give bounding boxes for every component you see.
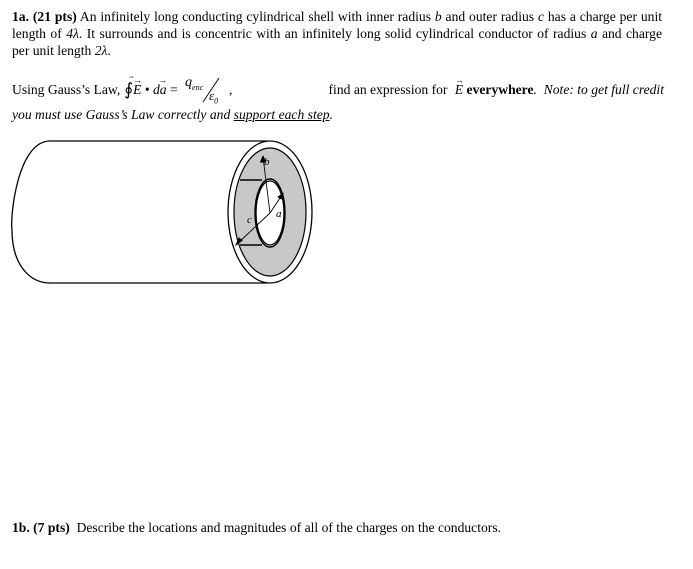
problem-1a [12,8,662,59]
support-each-step: support each step [233,107,330,122]
da-symbol: da [152,81,167,97]
text: Using Gauss’s Law, [12,81,121,97]
da-vector [152,74,167,98]
text: has a charge per unit length of [12,9,662,41]
problem-1a-label: 1a. (21 pts) [12,9,77,24]
text: Describe the locations and magnitudes of all of the charges on the conductors. [69,520,502,535]
e-vector [133,74,143,98]
epsilon-0 [209,87,218,110]
e-symbol: E [454,81,464,97]
text: . It surrounds and is concentric with an infinitely long solid cylindrical conductor of radius [78,26,591,41]
var-b: b [434,9,442,24]
note-text: . Note: to get full credit [533,81,664,97]
text: . [329,107,333,122]
label-a: a [276,208,282,220]
var-c: c [537,9,544,24]
problem-1b-label: 1b. (7 pts) [12,520,70,535]
q-symbol: q [185,75,193,90]
epsilon-subscript: 0 [214,96,219,106]
text: , [229,81,233,97]
text: and outer radius [441,9,538,24]
gauss-law-equation [124,74,227,104]
label-c: c [247,214,252,226]
cylinder-figure [0,130,330,290]
text: and charge per unit length [12,26,662,58]
label-b: b [264,156,270,168]
vector-arrow: → [454,74,464,85]
note-text: you must use Gauss’s Law correctly and [12,107,234,122]
gauss-instructions [12,74,664,123]
inner-charge: 2λ [94,43,108,58]
equals-sign: = [166,81,182,97]
dot-operator: • [141,81,153,97]
gauss-line [12,74,664,104]
note-line-2 [12,106,664,123]
shell-charge: 4λ [66,26,79,41]
problem-1b [12,519,662,536]
fraction-slash [181,74,227,104]
var-a: a [590,26,598,41]
q-subscript: enc [192,82,204,92]
text: An infinitely long conducting cylindrical shell with inner radius [76,9,435,24]
e-symbol: E [133,81,142,97]
text: . [107,43,111,58]
integral-symbol: ∮ [124,79,134,99]
everywhere-text: everywhere [463,81,534,97]
vector-arrow: ⃗→ [133,74,143,85]
vector-arrow: → [157,74,167,85]
e-field-symbol [454,74,464,98]
cylinder-back-end [12,141,50,283]
epsilon-symbol: ε [209,88,215,103]
q-over-epsilon [181,74,227,104]
text: find an expression for [328,81,451,97]
